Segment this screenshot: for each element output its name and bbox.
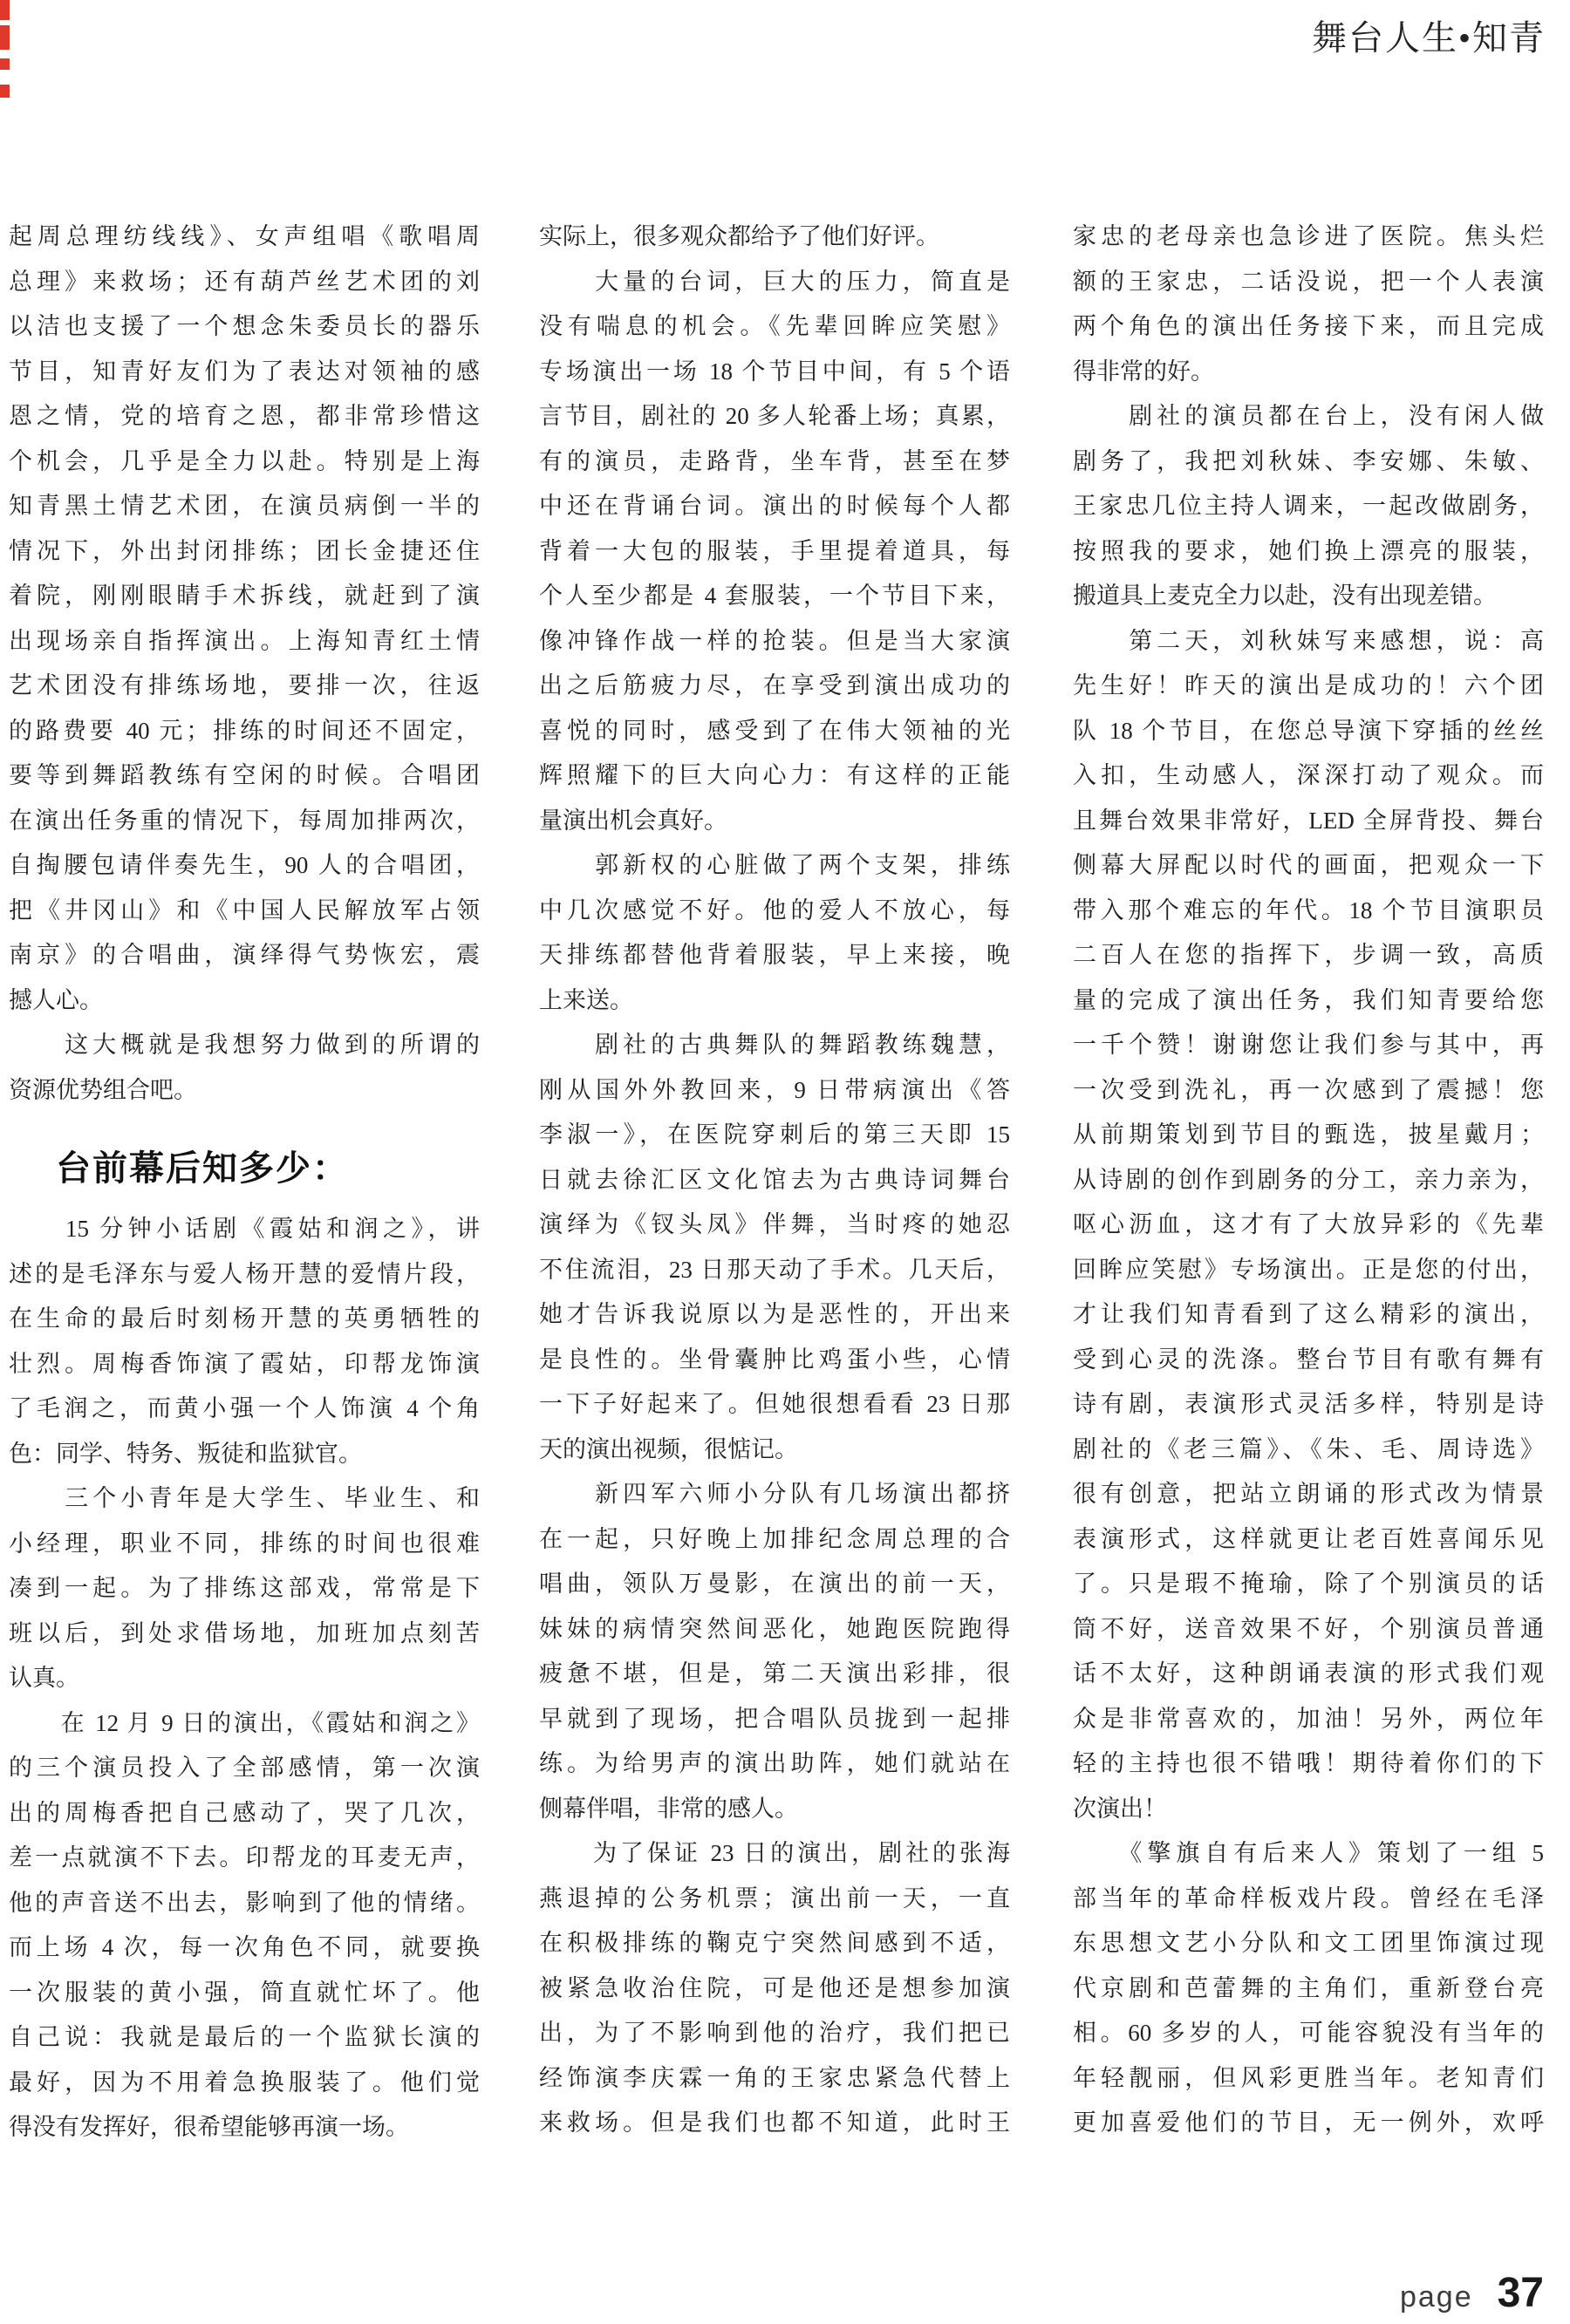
- text-line: 诗有剧，表演形式灵活多样，特别是诗: [1073, 1391, 1544, 1417]
- text-line: 疲惫不堪，但是，第二天演出彩排，很: [539, 1660, 1010, 1687]
- text-line: 上来送。: [539, 986, 633, 1013]
- column-1-lower: [9, 1207, 480, 2150]
- text-line: 才让我们知青看到了这么精彩的演出，: [1073, 1301, 1544, 1327]
- text-line: 自掏腰包请伴奏先生，90 人的合唱团，: [9, 852, 480, 878]
- text-line: 练。为给男声的演出助阵，她们就站在: [539, 1750, 1010, 1776]
- text-line: 大量的台词，巨大的压力，简直是: [539, 268, 1010, 295]
- text-line: 资源优势组合吧。: [9, 1076, 197, 1103]
- text-line: 背着一大包的服装，手里提着道具，每: [539, 537, 1010, 564]
- text-line: 艺术团没有排练场地，要排一次，往返: [9, 672, 480, 699]
- text-line: 两个角色的演出任务接下来，而且完成: [1073, 313, 1544, 339]
- text-line: 刚从国外外教回来，9 日带病演出《答: [539, 1076, 1010, 1103]
- red-edge-mark: [0, 85, 10, 98]
- text-line: 第二天，刘秋妹写来感想，说：高: [1073, 627, 1544, 654]
- text-line: 15 分钟小话剧《霞姑和润之》，讲: [9, 1216, 480, 1242]
- text-line: 且舞台效果非常好，LED 全屏背投、舞台: [1073, 807, 1544, 834]
- text-line: 从诗剧的创作到剧务的分工，亲力亲为，: [1073, 1166, 1544, 1193]
- text-line: 述的是毛泽东与爱人杨开慧的爱情片段，: [9, 1260, 480, 1287]
- text-line: 早就到了现场，把合唱队员拢到一起排: [539, 1705, 1010, 1732]
- text-line: 剧务了，我把刘秋妹、李安娜、朱敏、: [1073, 447, 1544, 474]
- text-line: 差一点就演不下去。印帮龙的耳麦无声，: [9, 1844, 480, 1871]
- text-line: 个机会，几乎是全力以赴。特别是上海: [9, 447, 480, 474]
- text-line: 相。60 多岁的人，可能容貌没有当年的: [1073, 2020, 1544, 2046]
- text-line: 剧社的演员都在台上，没有闲人做: [1073, 403, 1544, 429]
- text-line: 在生命的最后时刻杨开慧的英勇牺牲的: [9, 1305, 480, 1332]
- text-line: 部当年的革命样板戏片段。曾经在毛泽: [1073, 1884, 1544, 1912]
- text-line: 受到心灵的洗涤。整台节目有歌有舞有: [1073, 1346, 1544, 1373]
- text-line: 有的演员，走路背，坐车背，甚至在梦: [539, 447, 1010, 474]
- text-line: 出之后筋疲力尽，在享受到演出成功的: [539, 672, 1010, 699]
- text-line: 一下子好起来了。但她很想看看 23 日那: [539, 1391, 1010, 1417]
- text-line: 中还在背诵台词。演出的时候每个人都: [539, 493, 1010, 519]
- text-line: 恩之情，党的培育之恩，都非常珍惜这: [9, 403, 480, 429]
- page-number: 37: [1497, 2270, 1544, 2316]
- text-line: 东思想文艺小分队和文工团里饰演过现: [1073, 1930, 1544, 1956]
- text-line: 以洁也支援了一个想念朱委员长的器乐: [9, 313, 480, 339]
- text-line: 得非常的好。: [1073, 358, 1214, 385]
- column-2: [539, 215, 1010, 2146]
- text-line: 剧社的《老三篇》、《朱、毛、周诗选》: [1073, 1435, 1544, 1462]
- text-line: 被紧急收治住院，可是他还是想参加演: [539, 1974, 1010, 2001]
- text-line: 呕心沥血，这才有了大放异彩的《先辈: [1073, 1211, 1544, 1237]
- text-line: 在 12 月 9 日的演出，《霞姑和润之》: [9, 1709, 480, 1736]
- text-line: 天的演出视频，很惦记。: [539, 1435, 798, 1462]
- text-line: 经饰演李庆霖一角的王家忠紧急代替上: [539, 2064, 1010, 2091]
- text-line: 中几次感觉不好。他的爱人不放心，每: [539, 896, 1010, 923]
- text-line: 出，为了不影响到他的治疗，我们把已: [539, 2020, 1010, 2046]
- text-line: 代京剧和芭蕾舞的主角们，重新登台亮: [1073, 1974, 1544, 2001]
- text-line: 按照我的要求，她们换上漂亮的服装，: [1073, 537, 1544, 564]
- text-line: 郭新权的心脏做了两个支架，排练: [539, 852, 1010, 878]
- text-line: 是良性的。坐骨囊肿比鸡蛋小些，心情: [539, 1346, 1010, 1373]
- text-line: 实际上，很多观众都给予了他们好评。: [539, 223, 939, 249]
- text-line: 很有创意，把站立朗诵的形式改为情景: [1073, 1481, 1544, 1507]
- red-edge-mark: [0, 25, 10, 50]
- text-line: 把《井冈山》和《中国人民解放军占领: [9, 896, 480, 923]
- text-line: 话不太好，这种朗诵表演的形式我们观: [1073, 1660, 1544, 1687]
- text-line: 了毛润之，而黄小强一个人饰演 4 个角: [9, 1395, 480, 1421]
- text-line: 队 18 个节目，在您总导演下穿插的丝丝: [1073, 717, 1544, 744]
- text-line: 妹妹的病情突然间恶化，她跑医院跑得: [539, 1615, 1010, 1642]
- text-line: 辉照耀下的巨大向心力：有这样的正能: [539, 762, 1010, 788]
- page-footer: [1400, 2269, 1544, 2317]
- section-title: 舞台人生•知青: [1311, 18, 1546, 58]
- text-line: 剧社的古典舞队的舞蹈教练魏慧，: [539, 1032, 1010, 1058]
- text-line: 一次受到洗礼，再一次感到了震撼！您: [1073, 1076, 1544, 1103]
- text-line: 侧幕伴唱，非常的感人。: [539, 1795, 798, 1822]
- text-line: 认真。: [9, 1665, 79, 1691]
- text-line: 量演出机会真好。: [539, 807, 727, 834]
- text-line: 总理》来救场；还有葫芦丝艺术团的刘: [9, 268, 480, 295]
- text-line: 在一起，只好晚上加排纪念周总理的合: [539, 1525, 1010, 1552]
- text-line: 她才告诉我说原以为是恶性的，开出来: [539, 1301, 1010, 1327]
- text-line: 燕退掉的公务机票；演出前一天，一直: [539, 1884, 1010, 1912]
- text-line: 侧幕大屏配以时代的画面，把观众一下: [1073, 852, 1544, 878]
- text-line: 自己说：我就是最后的一个监狱长演的: [9, 2024, 480, 2050]
- text-line: 搬道具上麦克全力以赴，没有出现差错。: [1073, 583, 1497, 609]
- text-line: 得没有发挥好，很希望能够再演一场。: [9, 2114, 409, 2140]
- text-line: 班以后，到处求借场地，加班加点刻苦: [9, 1619, 480, 1646]
- text-line: 他的声音送不出去，影响到了他的情绪。: [9, 1889, 480, 1916]
- text-line: 日就去徐汇区文化馆去为古典诗词舞台: [539, 1166, 1010, 1193]
- text-line: 二百人在您的指挥下，步调一致，高质: [1073, 942, 1544, 968]
- column-1: [9, 215, 480, 2150]
- text-line: 没有喘息的机会。《先辈回眸应笑慰》: [539, 313, 1010, 339]
- column-3: [1073, 215, 1544, 2146]
- text-line: 众是非常喜欢的，加油！另外，两位年: [1073, 1705, 1544, 1732]
- text-line: 先生好！昨天的演出是成功的！六个团: [1073, 672, 1544, 699]
- text-line: 额的王家忠，二话没说，把一个人表演: [1073, 268, 1544, 295]
- text-line: 小经理，职业不同，排练的时间也很难: [9, 1530, 480, 1557]
- text-line: 带入那个难忘的年代。18 个节目演职员: [1073, 896, 1544, 923]
- text-line: 言节目，剧社的 20 多人轮番上场；真累，: [539, 403, 1010, 429]
- text-line: 入扣，生动感人，深深打动了观众。而: [1073, 762, 1544, 788]
- text-line: 而上场 4 次，每一次角色不同，就要换: [9, 1934, 480, 1960]
- article-heading: 台前幕后知多少：: [56, 1148, 349, 1188]
- text-line: 起周总理纺线线》、女声组唱《歌唱周: [9, 223, 480, 249]
- text-line: 像冲锋作战一样的抢装。但是当大家演: [539, 627, 1010, 654]
- text-line: 轻的主持也很不错哦！期待着你们的下: [1073, 1750, 1544, 1776]
- text-line: 新四军六师小分队有几场演出都挤: [539, 1481, 1010, 1507]
- text-line: 个人至少都是 4 套服装，一个节目下来，: [539, 583, 1010, 609]
- text-line: 最好，因为不用着急换服装了。他们觉: [9, 2068, 480, 2096]
- text-line: 王家忠几位主持人调来，一起改做剧务，: [1073, 493, 1544, 519]
- text-line: 喜悦的同时，感受到了在伟大领袖的光: [539, 717, 1010, 744]
- text-line: 的路费要 40 元；排练的时间还不固定，: [9, 717, 480, 744]
- text-line: 从前期策划到节目的甄选，披星戴月；: [1073, 1121, 1544, 1148]
- red-edge-mark: [0, 0, 10, 20]
- text-line: 表演形式，这样就更让老百姓喜闻乐见: [1073, 1525, 1544, 1552]
- red-edge-mark: [0, 58, 10, 70]
- text-line: 天排练都替他背着服装，早上来接，晚: [539, 942, 1010, 968]
- text-line: 南京》的合唱曲，演绎得气势恢宏，震: [9, 942, 480, 968]
- text-line: 《擎旗自有后来人》策划了一组 5: [1073, 1840, 1544, 1866]
- text-line: 专场演出一场 18 个节目中间，有 5 个语: [539, 358, 1010, 385]
- text-line: 家忠的老母亲也急诊进了医院。焦头烂: [1073, 223, 1544, 249]
- text-line: 一次服装的黄小强，简直就忙坏了。他: [9, 1979, 480, 2006]
- text-line: 不住流泪，23 日那天动了手术。几天后，: [539, 1256, 1010, 1283]
- text-line: 知青黑土情艺术团，在演员病倒一半的: [9, 493, 480, 519]
- text-line: 出现场亲自指挥演出。上海知青红土情: [9, 627, 480, 654]
- text-line: 回眸应笑慰》专场演出。正是您的付出，: [1073, 1256, 1544, 1283]
- text-line: 撼人心。: [9, 986, 103, 1013]
- text-line: 色：同学、特务、叛徒和监狱官。: [9, 1440, 362, 1467]
- text-line: 在积极排练的鞠克宁突然间感到不适，: [539, 1930, 1010, 1956]
- text-line: 要等到舞蹈教练有空闲的时候。合唱团: [9, 762, 480, 788]
- text-line: 唱曲，领队万曼影，在演出的前一天，: [539, 1571, 1010, 1597]
- text-line: 这大概就是我想努力做到的所谓的: [9, 1032, 480, 1058]
- text-line: 演绎为《钗头凤》伴舞，当时疼的她忍: [539, 1211, 1010, 1237]
- text-line: 年轻靓丽，但风彩更胜当年。老知青们: [1073, 2064, 1544, 2091]
- text-line: 出的周梅香把自己感动了，哭了几次，: [9, 1799, 480, 1826]
- text-line: 为了保证 23 日的演出，剧社的张海: [539, 1840, 1010, 1866]
- text-line: 情况下，外出封闭排练；团长金捷还住: [9, 537, 480, 564]
- text-line: 节目，知青好友们为了表达对领袖的感: [9, 358, 480, 385]
- text-line: 凑到一起。为了排练这部戏，常常是下: [9, 1575, 480, 1601]
- text-line: 着院，刚刚眼睛手术拆线，就赶到了演: [9, 583, 480, 609]
- text-line: 筒不好，送音效果不好，个别演员普通: [1073, 1615, 1544, 1642]
- text-line: 壮烈。周梅香饰演了霞姑，印帮龙饰演: [9, 1350, 480, 1377]
- text-line: 量的完成了演出任务，我们知青要给您: [1073, 986, 1544, 1013]
- text-line: 更加喜爱他们的节目，无一例外，欢呼: [1073, 2109, 1544, 2136]
- text-line: 了。只是瑕不掩瑜，除了个别演员的话: [1073, 1571, 1544, 1597]
- page-label: page: [1399, 2280, 1473, 2314]
- column-1-upper: [9, 215, 480, 1113]
- text-line: 一千个赞！谢谢您让我们参与其中，再: [1073, 1032, 1544, 1058]
- text-line: 次演出！: [1073, 1795, 1167, 1822]
- text-line: 在演出任务重的情况下，每周加排两次，: [9, 807, 480, 834]
- text-line: 的三个演员投入了全部感情，第一次演: [9, 1755, 480, 1781]
- text-line: 来救场。但是我们也都不知道，此时王: [539, 2109, 1010, 2136]
- text-line: 三个小青年是大学生、毕业生、和: [9, 1485, 480, 1511]
- text-line: 李淑一》，在医院穿刺后的第三天即 15: [539, 1121, 1010, 1148]
